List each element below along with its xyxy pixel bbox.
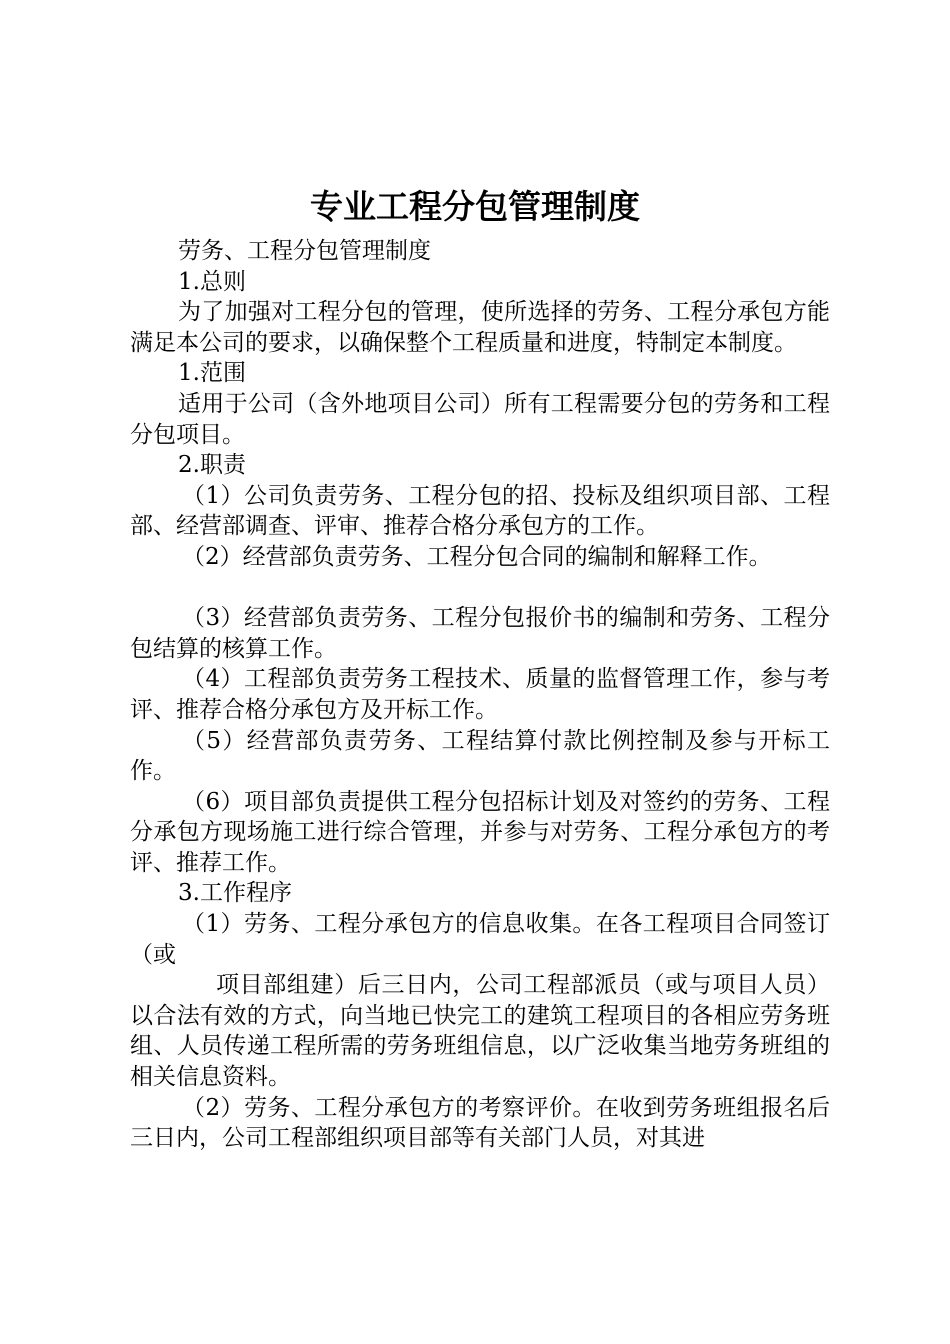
paragraph-purpose: 为了加强对工程分包的管理，使所选择的劳务、工程分承包方能满足本公司的要求，以确保整个工程质量和进度，特制定本制度。 xyxy=(130,299,830,356)
section-heading-duties: 2.职责 xyxy=(178,452,246,479)
duty-item-5: （5）经营部负责劳务、工程结算付款比例控制及参与开标工作。 xyxy=(130,727,830,785)
document-body xyxy=(130,236,830,1154)
duty-item-4: （4）工程部负责劳务工程技术、质量的监督管理工作，参与考评、推荐合格分承包方及开标工作。 xyxy=(130,666,830,723)
duty-item-3: （3）经营部负责劳务、工程分包报价书的编制和劳务、工程分包结算的核算工作。 xyxy=(130,605,830,662)
procedure-item-1: （1）劳务、工程分承包方的信息收集。在各工程项目合同签订（或 xyxy=(130,911,830,968)
duty-item-1: （1）公司负责劳务、工程分包的招、投标及组织项目部、工程部、经营部调查、评审、推荐合格分承包方的工作。 xyxy=(130,482,830,540)
blank-line xyxy=(130,573,830,604)
procedure-item-1-continued: 项目部组建）后三日内，公司工程部派员（或与项目人员）以合法有效的方式，向当地已快完工的建筑工程项目的各相应劳务班组、人员传递工程所需的劳务班组信息，以广泛收集当地劳务班组的相关信息资料。 xyxy=(130,972,830,1091)
duty-item-6: （6）项目部负责提供工程分包招标计划及对签约的劳务、工程分承包方现场施工进行综合管理，并参与对劳务、工程分承包方的考评、推荐工作。 xyxy=(130,788,830,876)
paragraph-scope: 适用于公司（含外地项目公司）所有工程需要分包的劳务和工程分包项目。 xyxy=(130,390,830,448)
section-heading-procedure: 3.工作程序 xyxy=(178,880,292,907)
procedure-item-2: （2）劳务、工程分承包方的考察评价。在收到劳务班组报名后三日内，公司工程部组织项目部等有关部门人员，对其进 xyxy=(130,1094,830,1152)
subtitle-paragraph: 劳务、工程分包管理制度 xyxy=(178,238,431,264)
document-title: 专业工程分包管理制度 xyxy=(310,187,640,226)
duty-item-2: （2）经营部负责劳务、工程分包合同的编制和解释工作。 xyxy=(182,543,772,570)
section-heading-general: 1.总则 xyxy=(178,268,246,295)
section-heading-scope: 1.范围 xyxy=(178,360,246,387)
